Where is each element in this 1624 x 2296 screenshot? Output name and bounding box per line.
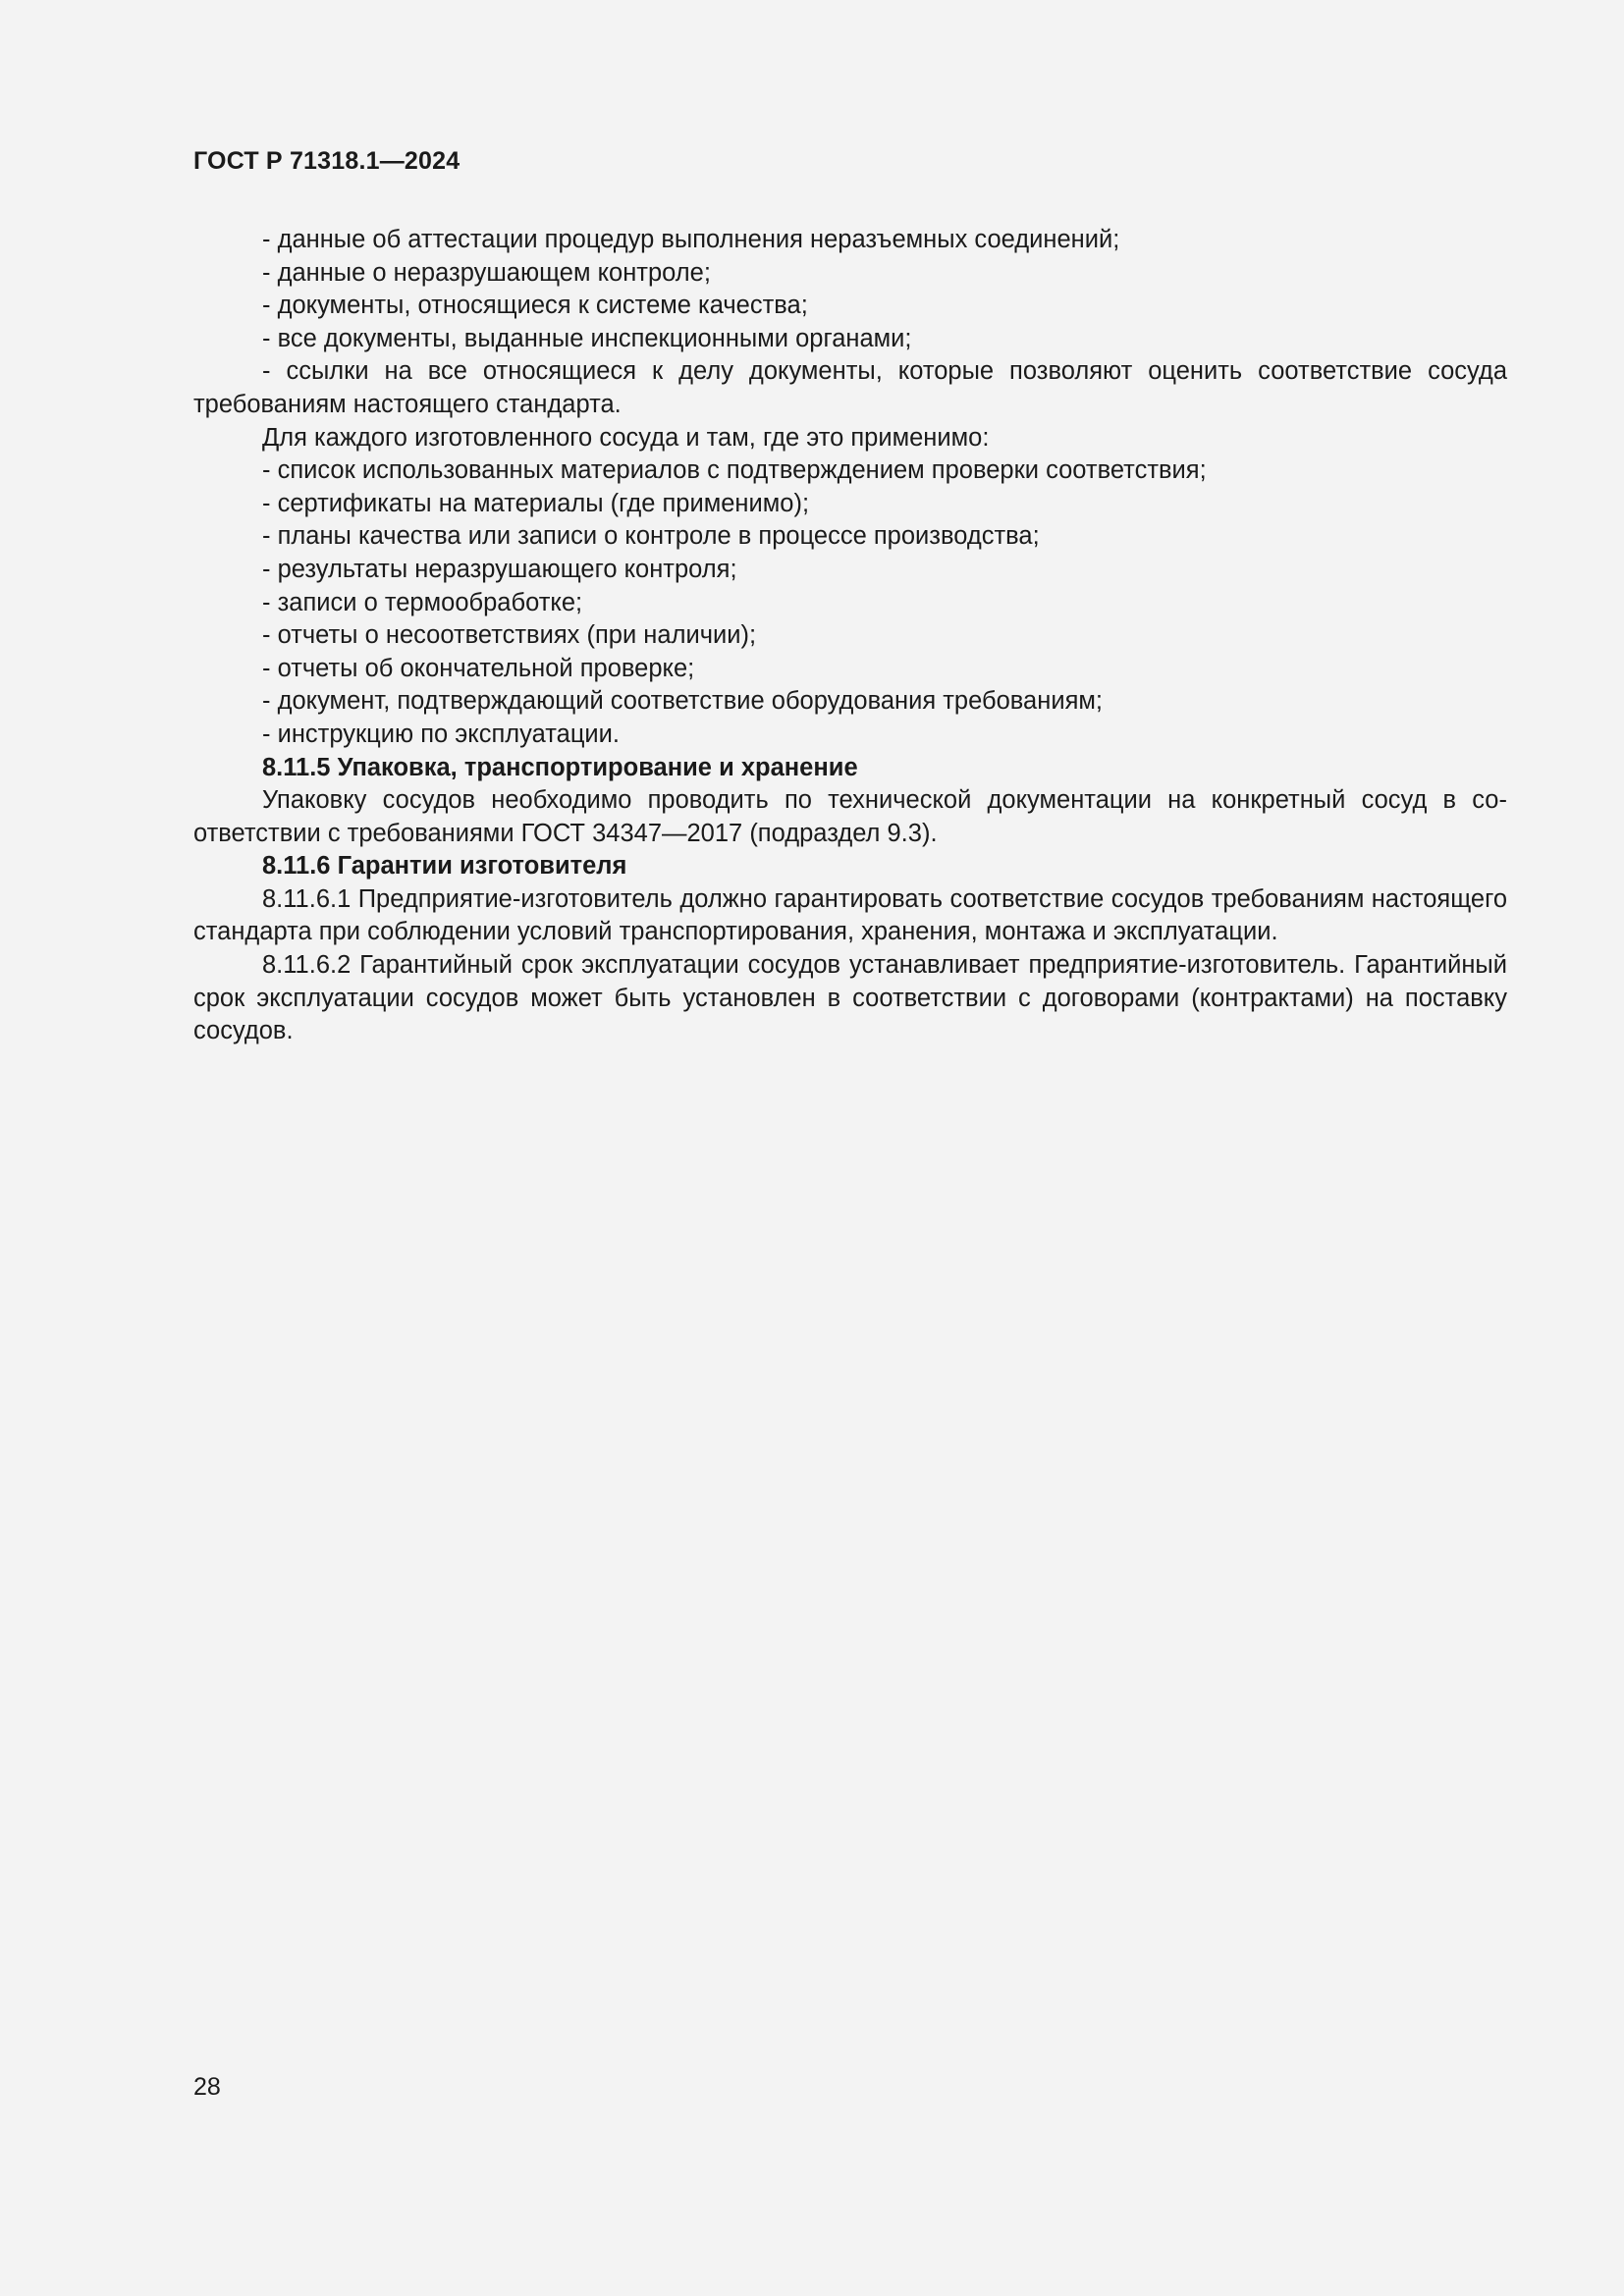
paragraph: 8.11.6.2 Гарантийный срок эксплуатации сосудов устанавливает предприятие-изготовитель. Гарантийный срок эксплуатации сосудов может быть установлен в соответствии с договорами (контрактами) на поставку сосудов.	[193, 951, 1507, 1045]
paragraph: - ссылки на все относящиеся к делу документы, которые позволяют оценить соответствие сосуда требованиям настоящего стандарта.	[193, 357, 1507, 418]
paragraph: - записи о термообработке;	[262, 588, 583, 616]
paragraph: - инструкцию по эксплуатации.	[262, 720, 620, 748]
paragraph: - результаты неразрушающего контроля;	[262, 555, 737, 583]
paragraph: - список использованных материалов с подтверждением проверки соответствия;	[262, 456, 1207, 485]
section-heading: 8.11.5 Упаковка, транспортирование и хранение	[262, 753, 858, 781]
paragraph: Упаковку сосудов необходимо проводить по технической документации на конкретный сосуд в соответствии с требованиями ГОСТ 34347—2017 (подраздел 9.3).	[193, 786, 1507, 847]
document-body	[193, 224, 1507, 1048]
paragraph: 8.11.6.1 Предприятие-изготовитель должно гарантировать соответствие сосудов требованиям настоящего стандарта при соблюдении условий транспортирования, хранения, монтажа и эксплуатации.	[193, 884, 1507, 946]
page-number: 28	[193, 2073, 221, 2101]
paragraph: - данные об аттестации процедур выполнения неразъемных соединений;	[262, 226, 1120, 253]
paragraph: - все документы, выданные инспекционными органами;	[262, 324, 912, 352]
paragraph: - сертификаты на материалы (где применимо);	[262, 489, 810, 517]
paragraph: - документы, относящиеся к системе качества;	[262, 292, 808, 320]
paragraph: - планы качества или записи о контроле в процессе производства;	[262, 522, 1040, 551]
paragraph: - отчеты о несоответствиях (при наличии);	[262, 621, 757, 650]
paragraph: Для каждого изготовленного сосуда и там, где это применимо:	[262, 423, 990, 452]
paragraph: - данные о неразрушающем контроле;	[262, 258, 711, 287]
paragraph: - документ, подтверждающий соответствие оборудования требованиям;	[262, 687, 1103, 716]
paragraph: - отчеты об окончательной проверке;	[262, 654, 695, 682]
section-heading: 8.11.6 Гарантии изготовителя	[262, 852, 627, 881]
document-header: ГОСТ Р 71318.1—2024	[193, 147, 460, 175]
